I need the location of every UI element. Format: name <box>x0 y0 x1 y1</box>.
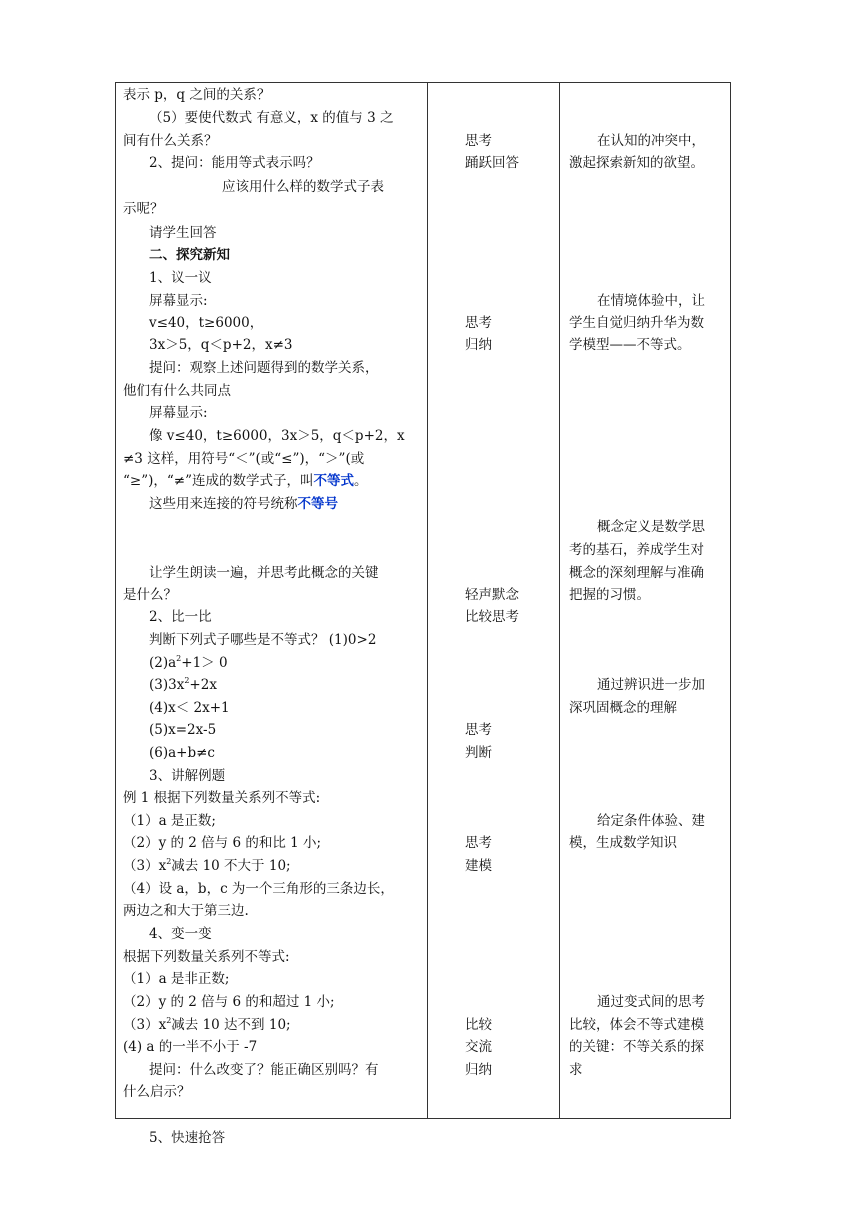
middle-text-line: 踊跃回答 <box>465 155 519 171</box>
right-text-line: 深巩固概念的理解 <box>569 700 677 716</box>
highlighted-term: 不等号 <box>297 496 338 512</box>
left-text-line: ≠3 这样，用符号“＜”(或“≤”)，“＞”(或 <box>123 451 365 467</box>
right-text-line: 激起探索新知的欲望。 <box>569 155 704 171</box>
left-text-line: “≥”)，“≠”连成的数学式子，叫不等式。 <box>123 473 368 489</box>
left-text-line: (4)x＜ 2x+1 <box>149 700 230 716</box>
left-text-line: 2、提问：能用等式表示吗？ <box>149 155 320 171</box>
left-text-line: 两边之和大于第三边. <box>123 903 249 919</box>
left-text-line: (5)x=2x-5 <box>149 722 217 738</box>
left-text-line: 间有什么关系？ <box>123 133 218 149</box>
right-text-line: 通过辨识进一步加 <box>597 677 705 693</box>
left-text-line: v≤40，t≥6000， <box>149 315 264 331</box>
left-text-line: 根据下列数量关系列不等式: <box>123 949 290 965</box>
left-text-line: 判断下列式子哪些是不等式？ (1)0>2 <box>149 632 377 648</box>
right-text-line: 在情境体验中，让 <box>597 293 705 309</box>
left-text-line: 例 1 根据下列数量关系列不等式: <box>123 790 321 806</box>
left-text-line: 让学生朗读一遍，并思考此概念的关键 <box>149 565 379 581</box>
superscript: 2 <box>166 1016 172 1025</box>
left-text-line: （1）a 是正数; <box>123 813 216 829</box>
left-text-line: 2、比一比 <box>149 609 212 625</box>
left-text-line: 请学生回答 <box>149 225 217 241</box>
right-text-line: 给定条件体验、建 <box>597 813 705 829</box>
left-text-line: 应该用什么样的数学式子表 <box>222 179 384 195</box>
right-text-line: 学生自觉归纳升华为数 <box>569 315 704 331</box>
middle-text-line: 归纳 <box>465 337 492 353</box>
left-text-line: 是什么？ <box>123 587 177 603</box>
right-text-line: 在认知的冲突中， <box>597 133 705 149</box>
superscript: 2 <box>176 654 182 663</box>
right-text-line: 求 <box>569 1062 583 1078</box>
right-text-line: 考的基石，养成学生对 <box>569 542 704 558</box>
left-text-line: $(2)a^2+1> 0$ <box>149 654 228 671</box>
left-text-line: （1）a 是非正数; <box>123 971 230 987</box>
left-text-line: (4) a 的一半不小于 -7 <box>123 1039 258 1055</box>
left-text-line: 表示 p，q 之间的关系？ <box>123 87 271 103</box>
left-text-line: （2）y 的 2 倍与 6 的和比 1 小; <box>123 835 322 851</box>
right-text-line: 通过变式间的思考 <box>597 994 705 1010</box>
left-text-line: 示呢？ <box>123 201 164 217</box>
left-text-line: 3x＞5，q＜p+2，x≠3 <box>149 337 293 353</box>
left-text-line: （4）设 a，b，c 为一个三角形的三条边长， <box>123 881 394 897</box>
left-text-line: 5、快速抢答 <box>149 1130 226 1146</box>
middle-text-line: 比较 <box>465 1017 492 1033</box>
left-text-line: 他们有什么共同点 <box>123 383 231 399</box>
superscript: 2 <box>166 857 172 866</box>
middle-text-line: 判断 <box>465 745 492 761</box>
left-text-line: 屏幕显示: <box>149 293 208 309</box>
right-text-line: 比较，体会不等式建模 <box>569 1017 704 1033</box>
teacher-activity-column <box>116 83 427 1146</box>
left-text-line: 1、议一议 <box>149 270 212 286</box>
left-text-line: （5）要使代数式 有意义，x 的值与 3 之 <box>149 110 394 126</box>
left-text-line: (6)a+b≠c <box>149 745 215 761</box>
left-text-line: 提问：观察上述问题得到的数学关系， <box>149 360 379 376</box>
left-text-line: 提问：什么改变了？能正确区别吗？有 <box>149 1062 379 1078</box>
design-intent-column <box>559 83 731 1118</box>
left-text-line: 什么启示？ <box>123 1084 191 1100</box>
middle-text-line: 思考 <box>465 133 492 149</box>
left-text-line: 3、讲解例题 <box>149 768 226 784</box>
highlighted-term: 不等式 <box>313 473 354 489</box>
student-activity-column <box>427 83 559 1118</box>
right-text-line: 概念定义是数学思 <box>597 519 705 535</box>
right-text-line: 学模型——不等式。 <box>569 337 691 353</box>
right-text-line: 模，生成数学知识 <box>569 835 677 851</box>
lesson-plan-table <box>115 82 731 1146</box>
middle-text-line: 思考 <box>465 722 492 738</box>
right-text-line: 概念的深刻理解与准确 <box>569 565 704 581</box>
middle-text-line: 比较思考 <box>465 609 519 625</box>
left-text-line: $(3)x^2$减去 10 不大于 10; <box>123 857 291 874</box>
left-text-line: 屏幕显示: <box>149 405 208 421</box>
middle-text-line: 建模 <box>465 858 492 874</box>
middle-text-line: 归纳 <box>465 1062 492 1078</box>
superscript: 2 <box>184 676 190 685</box>
middle-text-line: 交流 <box>465 1039 492 1055</box>
left-text-line: （2）y 的 2 倍与 6 的和超过 1 小; <box>123 994 335 1010</box>
left-text-line: 4、变一变 <box>149 926 212 942</box>
middle-text-line: 思考 <box>465 315 492 331</box>
left-text-line: $(3)3x^2+2x$ <box>149 676 217 693</box>
left-text-line: 这些用来连接的符号统称不等号 <box>149 496 338 512</box>
left-text-line: $(3)x^2$减去 10 达不到 10; <box>123 1016 291 1033</box>
right-text-line: 的关键：不等关系的探 <box>569 1039 704 1055</box>
left-text-line: 像 v≤40，t≥6000，3x＞5，q＜p+2，x <box>149 428 405 444</box>
left-text-line: 二、探究新知 <box>149 247 230 263</box>
middle-text-line: 轻声默念 <box>465 587 519 603</box>
middle-text-line: 思考 <box>465 835 492 851</box>
right-text-line: 把握的习惯。 <box>569 587 650 603</box>
